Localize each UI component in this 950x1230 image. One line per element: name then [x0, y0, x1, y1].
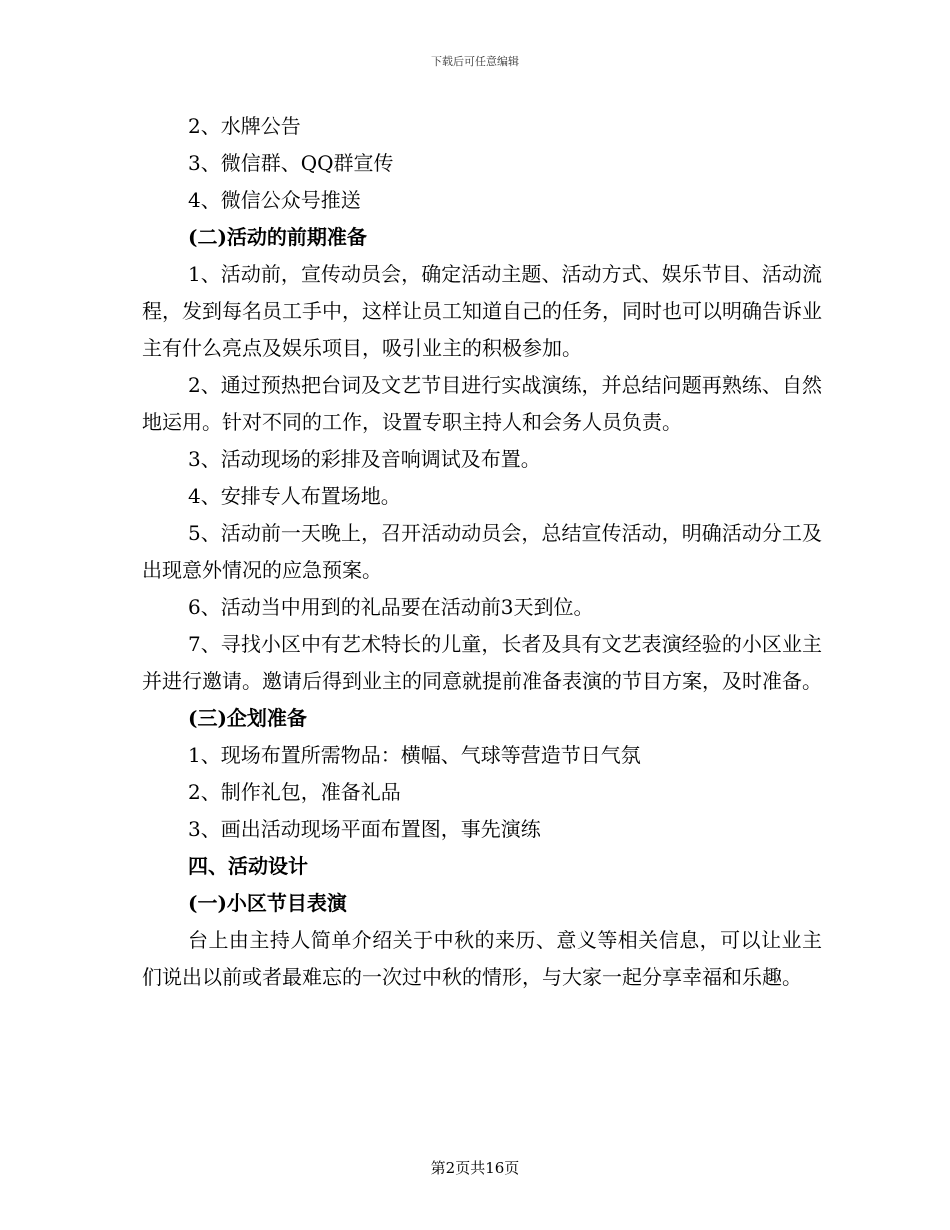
section-heading: (二)活动的前期准备	[188, 225, 367, 249]
section-heading: (三)企划准备	[188, 706, 307, 730]
section-heading: 四、活动设计	[188, 854, 308, 878]
paragraph: 3、活动现场的彩排及音响调试及布置。	[188, 447, 541, 471]
paragraph: 4、微信公众号推送	[188, 188, 361, 212]
paragraph: 2、制作礼包，准备礼品	[188, 780, 401, 804]
paragraph: 6、活动当中用到的礼品要在活动前3天到位。	[188, 595, 594, 619]
paragraph: 2、水牌公告	[188, 114, 301, 138]
paragraph: 1、现场布置所需物品：横幅、气球等营造节日气氛	[188, 743, 641, 767]
page-footer: 第2页共16页	[430, 1159, 520, 1177]
paragraph: 3、画出活动现场平面布置图，事先演练	[188, 817, 541, 841]
paragraph: 1、活动前，宣传动员会，确定活动主题、活动方式、娱乐节目、活动流程，发到每名员工手中，这样让员工知道自己的任务，同时也可以明确告诉业主有什么亮点及娱乐项目，吸引业主的积极参加。	[142, 262, 822, 360]
section-heading: (一)小区节目表演	[188, 891, 347, 915]
paragraph: 2、通过预热把台词及文艺节目进行实战演练，并总结问题再熟练、自然地运用。针对不同的工作，设置专职主持人和会务人员负责。	[142, 373, 822, 434]
document-body	[142, 108, 822, 996]
paragraph: 台上由主持人简单介绍关于中秋的来历、意义等相关信息，可以让业主们说出以前或者最难忘的一次过中秋的情形，与大家一起分享幸福和乐趣。	[142, 928, 822, 989]
paragraph: 4、安排专人布置场地。	[188, 484, 401, 508]
paragraph: 3、微信群、QQ群宣传	[188, 151, 394, 175]
paragraph: 7、寻找小区中有艺术特长的儿童，长者及具有文艺表演经验的小区业主并进行邀请。邀请后得到业主的同意就提前准备表演的节目方案，及时准备。	[142, 632, 822, 693]
paragraph: 5、活动前一天晚上，召开活动动员会，总结宣传活动，明确活动分工及出现意外情况的应急预案。	[142, 521, 822, 582]
page-header: 下载后可任意编辑	[431, 55, 519, 68]
